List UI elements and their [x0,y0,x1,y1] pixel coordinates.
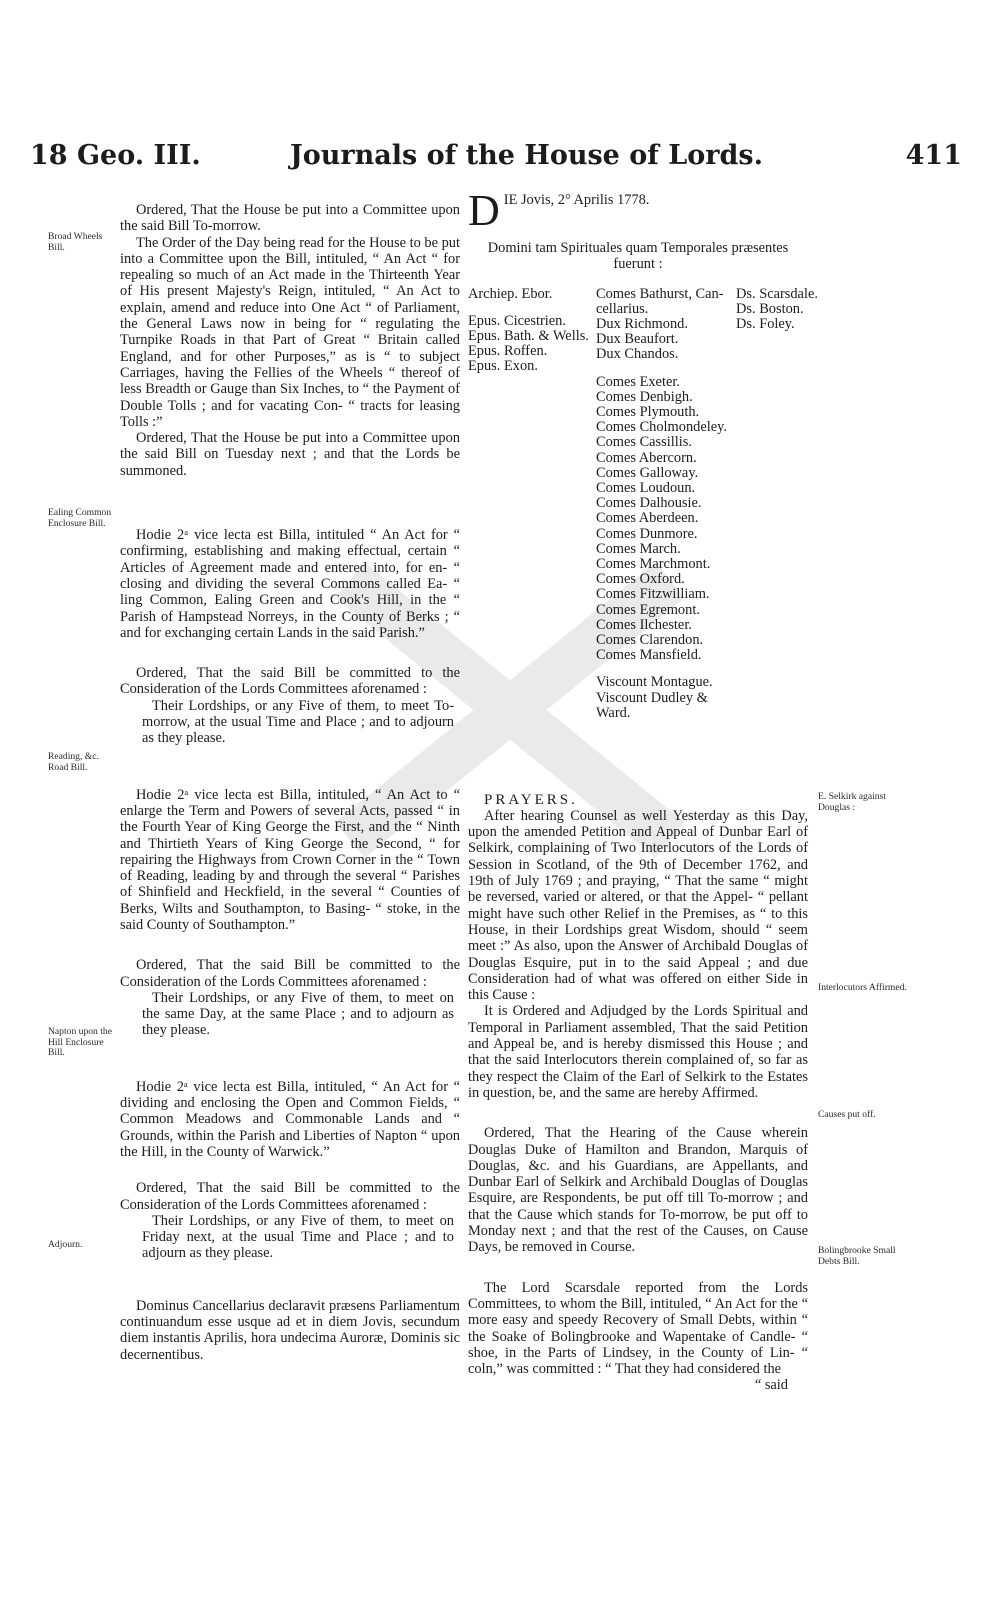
page-header [30,140,962,180]
margin-note-selkirk: E. Selkirk against Douglas : [818,791,886,813]
attendee-name: Comes Cholmondeley. [596,419,727,436]
attendee-name: Comes Fitzwilliam. [596,586,710,603]
attendee-name: Epus. Bath. & Wells. [468,328,589,344]
attendee-name: Viscount Dudley & [596,689,708,706]
margin-note-causes: Causes put off. [818,1109,876,1120]
paragraph: Ordered, That the House be put into a Committee upon the said Bill on Tuesday next ; and that the Lords be summoned. [120,430,460,479]
peers-list [596,287,732,721]
margin-note-broad-wheels: Broad Wheels Bill. [48,231,103,253]
attendee-name: Comes Ilchester. [596,616,692,633]
attendee-name: Comes Egremont. [596,601,700,618]
margin-note-napton: Napton upon the Hill Enclosure Bill. [48,1026,112,1058]
paragraph: Ordered, That the Hearing of the Cause wherein Douglas Duke of Hamilton and Brandon, Marquis of Douglas, &c. and his Guardians, are Appellants, and Dunbar Earl of Selkirk and Archibald Douglas of Douglas Esquire, are Respondents, be put off till To-morrow ; and that the Cause which stands for To-morrow, be put off to Monday next ; and that the rest of the Causes, on Cause Days, be removed in Course. [468,1125,808,1256]
attendee-name: Viscount Montague. [596,674,713,691]
attendee-name: Comes Dalhousie. [596,495,702,512]
attendee-name: cellarius. [596,300,649,317]
paragraph: Ordered, That the said Bill be committed to the Consideration of the Lords Committees aforenamed : [120,665,460,698]
attendee-name: Comes Aberdeen. [596,510,699,527]
attendee-name: Comes Bathurst, Can- [596,285,724,302]
attendee-name: Comes Dunmore. [596,525,698,542]
paragraph: Their Lordships, or any Five of them, to meet To-morrow, at the usual Time and Place ; and to adjourn as they please. [142,697,454,747]
attendee-name: Dux Richmond. [596,316,688,332]
attendee-name: Ds. Boston. [736,300,804,317]
attendee-name: Comes Exeter. [596,373,680,390]
attendee-name: Comes Loudoun. [596,480,696,497]
paragraph: Hodie 2ᵃ vice lecta est Billa, intituled, “ An Act to “ enlarge the Term and Powers of several Acts, passed “ in the Fourth Year of King George the First, and the “ Ninth and Thirtieth Years of King George the Second, “ for repairing the Highways from Crown Corner in the “ Town of Reading, leading by and through the several “ Parishes of Shinfield and Heckfield, in the several “ Counties of Berks, Wilts and Southampton, to Basing- “ stoke, in the said County of Southampton.” [120,786,460,933]
paragraph: Dominus Cancellarius declaravit præsens Parliamentum continuandum esse usque ad et in diem Jovis, secundum diem instantis Aprilis, hora undecima Auroræ, Dominis sic decernentibus. [120,1297,460,1363]
date-text: IE Jovis, 2° Aprilis 1778. [503,192,650,208]
catchword: “ said [754,1377,788,1394]
attendee-name: Comes Marchmont. [596,556,711,573]
attendee-name: Comes Mansfield. [596,647,702,664]
attendee-name: Comes Denbigh. [596,388,693,405]
attendee-name: Epus. Exon. [468,358,538,375]
paragraph: Their Lordships, or any Five of them, to meet on Friday next, at the usual Time and Place ; and to adjourn as they please. [142,1212,454,1262]
sitting-date [468,186,808,235]
attendee-name: Ward. [596,704,631,721]
paragraph: Hodie 2ᵃ vice lecta est Billa, intituled “ An Act for “ confirming, establishing and making effectual, certain “ Articles of Agreement made and entered into, for en- “ closing and dividing the several Commons called Ea- “ ling Common, Ealing Green and Cook's Hill, in the “ Parish of Hampstead Norreys, in the County of Berks ; “ and for exchanging certain Lands in the said Parish.” [120,527,460,641]
header-regnal-year: 18 Geo. III. [30,140,201,171]
paragraph: Their Lordships, or any Five of them, to meet on the same Day, at the same Place ; and to adjourn as they please. [142,989,454,1039]
header-title: Journals of the House of Lords. [290,140,763,171]
margin-note-bolingbrooke: Bolingbrooke Small Debts Bill. [818,1245,896,1267]
paragraph: Ordered, That the House be put into a Committee upon the said Bill To-morrow. [120,202,460,235]
margin-note-ealing: Ealing Common Enclosure Bill. [48,507,112,529]
margin-note-reading: Reading, &c. Road Bill. [48,751,99,773]
attendee-name: Dux Beaufort. [596,331,679,348]
attendee-name: Ds. Foley. [736,316,795,332]
paragraph: Hodie 2ᵃ vice lecta est Billa, intituled, “ An Act for “ dividing and enclosing the Open and Common Fields, “ Common Meadows and Commonable Lands and “ Grounds, within the Parish and Liberties of Napton “ upon the Hill, in the County of Warwick.” [120,1078,460,1160]
left-column [120,202,460,1363]
attendee-name: Dux Chandos. [596,346,679,363]
attendee-name: Comes Oxford. [596,571,685,588]
paragraph: The Lord Scarsdale reported from the Lords Committees, to whom the Bill, intituled, “ An Act for the “ more easy and speedy Recovery of Small Debts, within “ the Soake of Bolingbrooke and Wapentake of Candle- “ shoe, in the Parts of Lindsey, in the County of Lin- “ coln,” was committed : “ That they had considered the [468,1279,808,1378]
attendance-list [468,285,818,792]
attendee-name: Archiep. Ebor. [468,285,553,302]
paragraph: Ordered, That the said Bill be committed to the Consideration of the Lords Committees aforenamed : [120,957,460,990]
margin-note-adjourn: Adjourn. [48,1239,83,1250]
right-column [468,186,818,1394]
paragraph: It is Ordered and Adjudged by the Lords Spiritual and Temporal in Parliament assembled, That the said Petition and Appeal be, and is hereby dismissed this House ; and that the said Interlocutors therein complained of, so far as they respect the Claim of the Earl of Selkirk to the Estates in question, be, and the same are hereby Affirmed. [468,1003,808,1101]
attendee-name: Epus. Cicestrien. [468,312,566,329]
attendee-name: Comes Galloway. [596,464,699,481]
margin-note-interlocutors: Interlocutors Affirmed. [818,982,907,993]
attendee-name: Comes March. [596,540,681,557]
attendee-name: Comes Plymouth. [596,404,700,421]
attendee-name: Epus. Roffen. [468,343,548,360]
paragraph: Ordered, That the said Bill be committed to the Consideration of the Lords Committees aforenamed : [120,1180,460,1213]
paragraph: After hearing Counsel as well Yesterday as this Day, upon the amended Petition and Appeal of Dunbar Earl of Selkirk, complaining of Two Interlocutors of the Lords of Session in Scotland, of the 9th of December 1762, and 19th of July 1769 ; and praying, “ That the same “ might be reversed, varied or altered, or that the Appel- “ pellant might have such other Relief in the Premises, as “ to this House, in their Lordships great Wisdom, should “ seem meet :” As also, upon the Answer of Archibald Douglas of Douglas Esquire, put in to the said Appeal ; and due Consideration had of what was offered on either Side in this Cause : [468,807,808,1004]
paragraph: The Order of the Day being read for the House to be put into a Committee upon the Bill, intituled, “ An Act “ for repealing so much of an Act made in the Thirteenth Year of His present Majesty's Reign, intituled, “ An Act to explain, amend and reduce into One Act “ of Parliament, the General Laws now in being for “ regulating the Turnpike Roads in that Part of Great “ Britain called England, and for other Purposes,” as is “ to subject Carriages, having the Fellies of the Wheels “ thereof of less Breadth or Gauge than Six Inches, to “ the Payment of Double Tolls ; and for vacating Con- “ tracts for leasing Tolls :” [120,234,460,430]
attendee-name [468,302,596,314]
attendee-name: Ds. Scarsdale. [736,285,818,302]
prayers-heading: PRAYERS. [484,791,578,808]
header-page-number: 411 [905,140,962,171]
attendee-name: Comes Cassillis. [596,434,692,451]
barons-list [736,287,826,333]
bishops-list [468,287,596,375]
attendee-name: Comes Abercorn. [596,449,697,466]
drop-cap: D [468,186,500,235]
attendee-name [596,363,732,375]
domini-line: Domini tam Spirituales quam Temporales præsentes fuerunt : [487,240,789,273]
attendee-name: Comes Clarendon. [596,632,704,649]
